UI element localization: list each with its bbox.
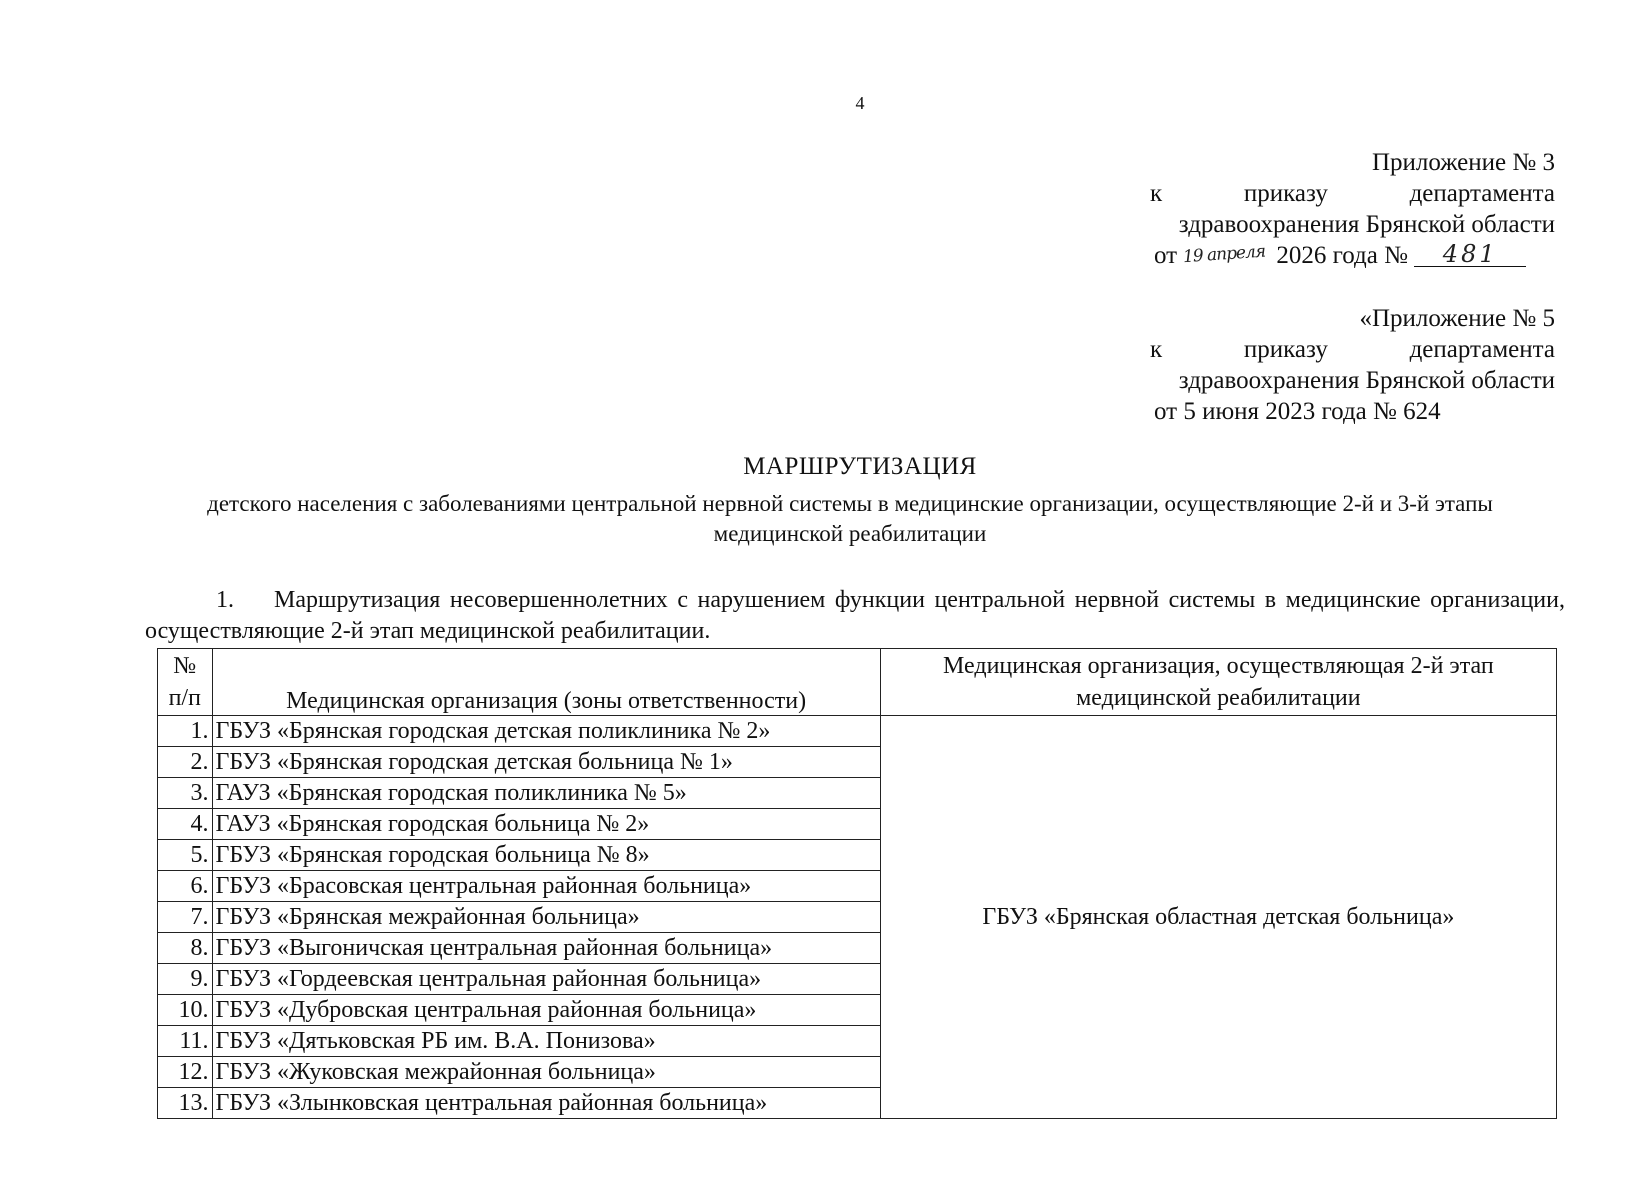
- annex-previous-k: к: [1150, 336, 1163, 363]
- annex-current-date-line: [1150, 240, 1555, 274]
- annex-current-header: [1150, 147, 1555, 274]
- row-number: 13.: [158, 1088, 213, 1119]
- row-organization: ГБУЗ «Гордеевская центральная районная больница»: [212, 964, 880, 995]
- row-organization: ГБУЗ «Брянская городская детская поликлиника № 2»: [212, 716, 880, 747]
- row-organization: ГАУЗ «Брянская городская больница № 2»: [212, 809, 880, 840]
- header-number: № п/п: [158, 649, 213, 716]
- row-organization: ГБУЗ «Брасовская центральная районная больница»: [212, 871, 880, 902]
- annex-current-k: к: [1150, 180, 1163, 207]
- row-organization: ГБУЗ «Дятьковская РБ им. В.А. Понизова»: [212, 1026, 880, 1057]
- handwritten-order-number: 481: [1414, 242, 1526, 267]
- row-organization: ГАУЗ «Брянская городская поликлиника № 5»: [212, 778, 880, 809]
- header-rehab-organization: Медицинская организация, осуществляющая 2-й этап медицинской реабилитации: [880, 649, 1556, 716]
- section-1-number: 1.: [216, 587, 234, 613]
- row-number: 5.: [158, 840, 213, 871]
- document-title: МАРШРУТИЗАЦИЯ: [743, 453, 977, 480]
- section-1-paragraph: [145, 585, 1565, 647]
- section-1-text: Маршрутизация несовершеннолетних с нарушением функции центральной нервной системы в медицинские организации, осуществляющие 2-й этап медицинской реабилитации.: [145, 587, 1565, 644]
- row-number: 4.: [158, 809, 213, 840]
- annex-previous-order-word: приказу: [1243, 336, 1328, 363]
- annex-current-date-prefix: от: [1154, 242, 1178, 269]
- row-organization: ГБУЗ «Выгоничская центральная районная больница»: [212, 933, 880, 964]
- document-subtitle: детского населения с заболеваниями центральной нервной системы в медицинские организации, осуществляющие 2-й и 3-й этапы медицинской реабилитации: [207, 491, 1493, 546]
- annex-current-authority: здравоохранения Брянской области: [1178, 211, 1555, 238]
- row-number: 9.: [158, 964, 213, 995]
- row-organization: ГБУЗ «Брянская межрайонная больница»: [212, 902, 880, 933]
- row-number: 2.: [158, 747, 213, 778]
- row-number: 11.: [158, 1026, 213, 1057]
- row-organization: ГБУЗ «Дубровская центральная районная больница»: [212, 995, 880, 1026]
- annex-current-order-line: [1150, 178, 1555, 209]
- table-row: [158, 716, 1557, 747]
- annex-previous-order-line: [1150, 334, 1555, 365]
- table-header-row: [158, 649, 1557, 716]
- annex-current-date-year: 2026 года №: [1276, 242, 1408, 269]
- row-number: 10.: [158, 995, 213, 1026]
- routing-table: [157, 648, 1557, 1119]
- page-number: 4: [855, 93, 865, 113]
- rehab-organization-cell: ГБУЗ «Брянская областная детская больница»: [880, 716, 1556, 1119]
- row-number: 1.: [158, 716, 213, 747]
- handwritten-date: 19 апреля: [1182, 241, 1267, 268]
- annex-previous-date-line: от 5 июня 2023 года № 624: [1154, 398, 1441, 425]
- annex-previous-header: [1150, 303, 1555, 427]
- annex-previous-authority: здравоохранения Брянской области: [1178, 367, 1555, 394]
- row-organization: ГБУЗ «Жуковская межрайонная больница»: [212, 1057, 880, 1088]
- annex-current-title: Приложение № 3: [1371, 149, 1555, 176]
- row-number: 3.: [158, 778, 213, 809]
- row-organization: ГБУЗ «Брянская городская больница № 8»: [212, 840, 880, 871]
- row-organization: ГБУЗ «Брянская городская детская больница № 1»: [212, 747, 880, 778]
- row-number: 6.: [158, 871, 213, 902]
- header-organization: Медицинская организация (зоны ответственности): [212, 649, 880, 716]
- annex-previous-title: «Приложение № 5: [1359, 305, 1555, 332]
- row-number: 8.: [158, 933, 213, 964]
- routing-table-body: [158, 716, 1557, 1119]
- row-organization: ГБУЗ «Злынковская центральная районная больница»: [212, 1088, 880, 1119]
- row-number: 7.: [158, 902, 213, 933]
- row-number: 12.: [158, 1057, 213, 1088]
- annex-current-order-word: приказу: [1243, 180, 1328, 207]
- annex-current-department-word: департамента: [1409, 180, 1555, 207]
- annex-previous-department-word: департамента: [1409, 336, 1555, 363]
